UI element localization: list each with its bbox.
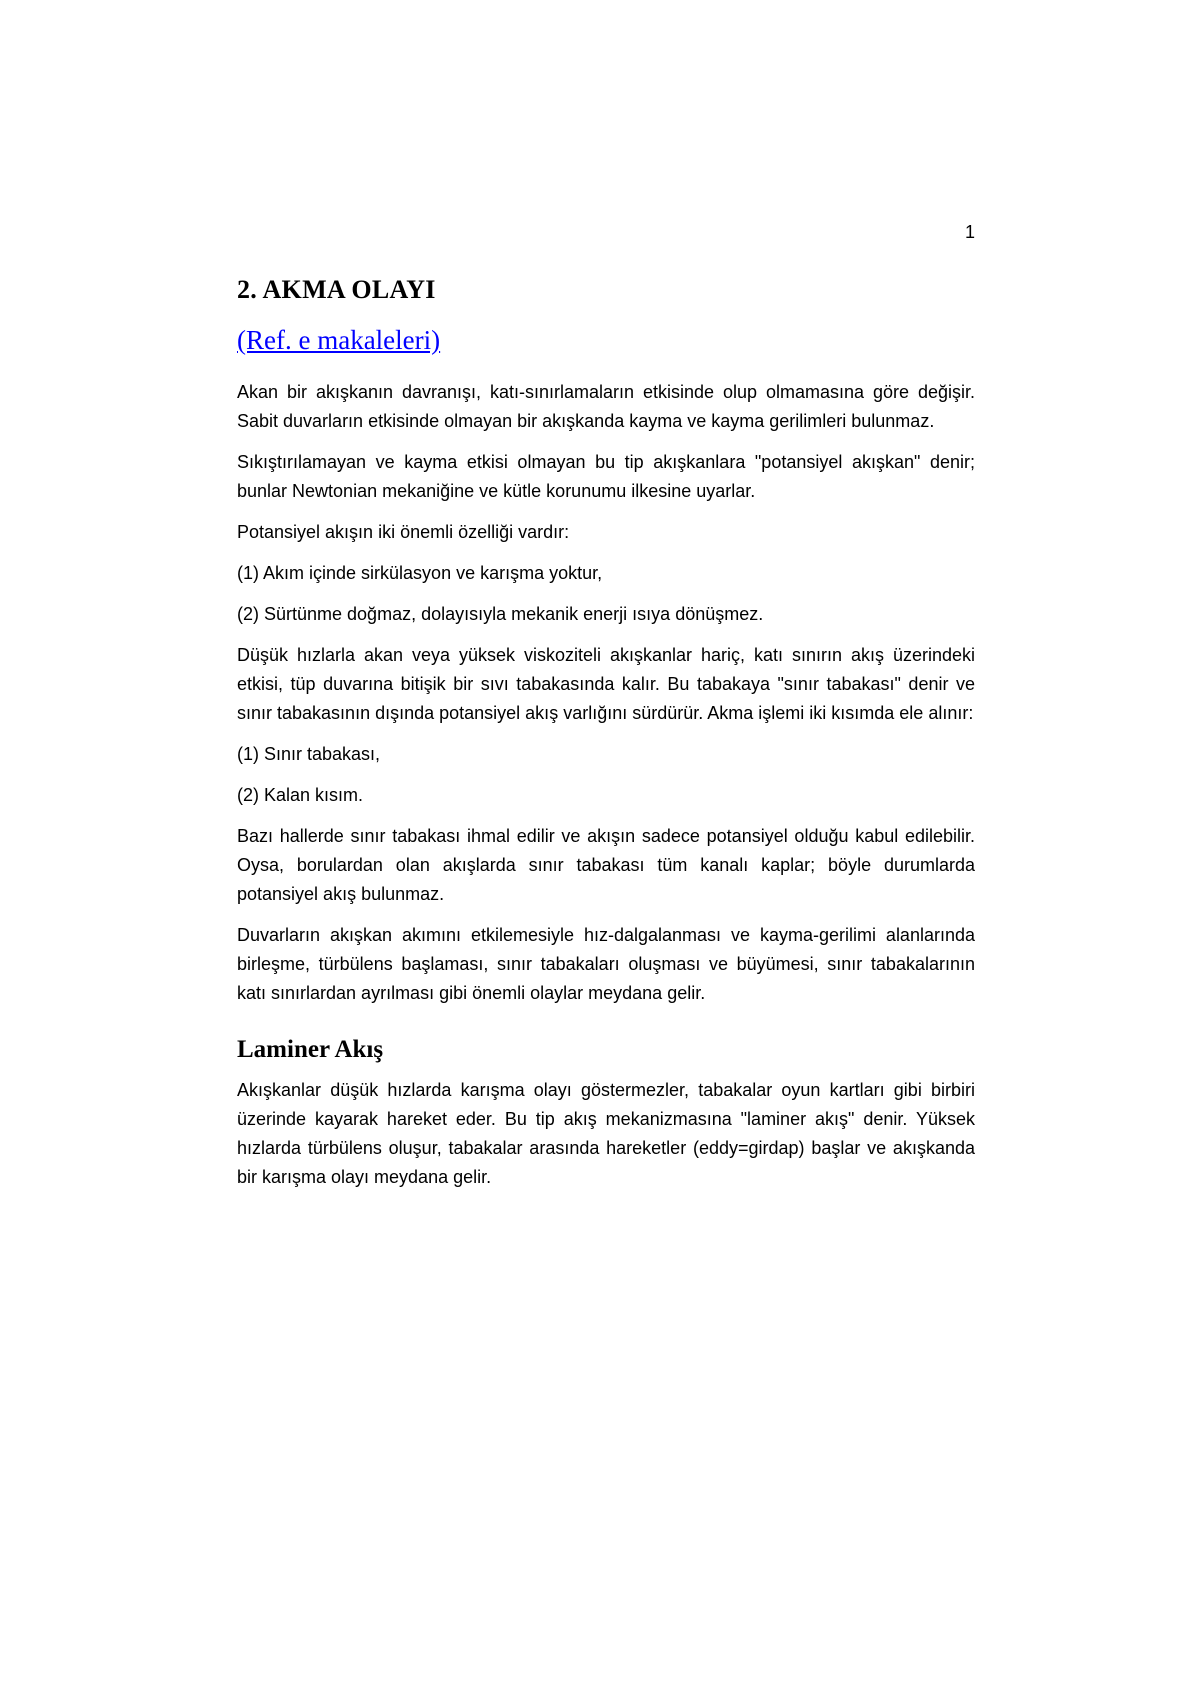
- subsection-heading: Laminer Akış: [237, 1036, 384, 1063]
- paragraph-potential-fluid: Sıkıştırılamayan ve kayma etkisi olmayan bu tip akışkanlara "potansiyel akışkan" denir; bunlar Newtonian mekaniğine ve kütle korunumu ilkesine uyarlar.: [237, 452, 975, 501]
- list-item-part-1: (1) Sınır tabakası,: [237, 744, 381, 764]
- reference-link[interactable]: (Ref. e makaleleri): [237, 325, 441, 355]
- paragraph-boundary-layer: Düşük hızlarla akan veya yüksek viskoziteli akışkanlar hariç, katı sınırın akış üzerindeki etkisi, tüp duvarına bitişik bir sıvı tabakasında kalır. Bu tabakaya "sınır tabakası" denir ve sınır tabakasının dışında potansiyel akış varlığını sürdürür. Akma işlemi iki kısımda ele alınır:: [237, 645, 975, 723]
- paragraph-wall-effects: Duvarların akışkan akımını etkilemesiyle hız-dalgalanması ve kayma-gerilimi alanlarında birleşme, türbülens başlaması, sınır tabakaları oluşması ve büyümesi, sınır tabakalarının katı sınırlardan ayrılması gibi önemli olaylar meydana gelir.: [237, 925, 975, 1003]
- list-item-property-1: (1) Akım içinde sirkülasyon ve karışma yoktur,: [237, 563, 603, 583]
- list-item-property-2: (2) Sürtünme doğmaz, dolayısıyla mekanik enerji ısıya dönüşmez.: [237, 604, 764, 624]
- paragraph-ignore-boundary: Bazı hallerde sınır tabakası ihmal edilir ve akışın sadece potansiyel olduğu kabul edilebilir. Oysa, borulardan olan akışlarda sınır tabakası tüm kanalı kaplar; böyle durumlarda potansiyel akış bulunmaz.: [237, 826, 975, 904]
- paragraph-intro: Akan bir akışkanın davranışı, katı-sınırlamaların etkisinde olup olmamasına göre değişir. Sabit duvarların etkisinde olmayan bir akışkanda kayma ve kayma gerilimleri bulunmaz.: [237, 382, 975, 431]
- paragraph-laminar-flow: Akışkanlar düşük hızlarda karışma olayı göstermezler, tabakalar oyun kartları gibi birbiri üzerinde kayarak hareket eder. Bu tip akış mekanizmasına "laminer akış" denir. Yüksek hızlarda türbülens oluşur, tabakalar arasında hareketler (eddy=girdap) başlar ve akışkanda bir karışma olayı meydana gelir.: [237, 1080, 975, 1187]
- page-number: 1: [964, 222, 975, 242]
- section-heading: 2. AKMA OLAYI: [237, 275, 436, 304]
- page-content: [237, 275, 975, 1204]
- paragraph-properties-intro: Potansiyel akışın iki önemli özelliği vardır:: [237, 522, 570, 542]
- list-item-part-2: (2) Kalan kısım.: [237, 785, 364, 805]
